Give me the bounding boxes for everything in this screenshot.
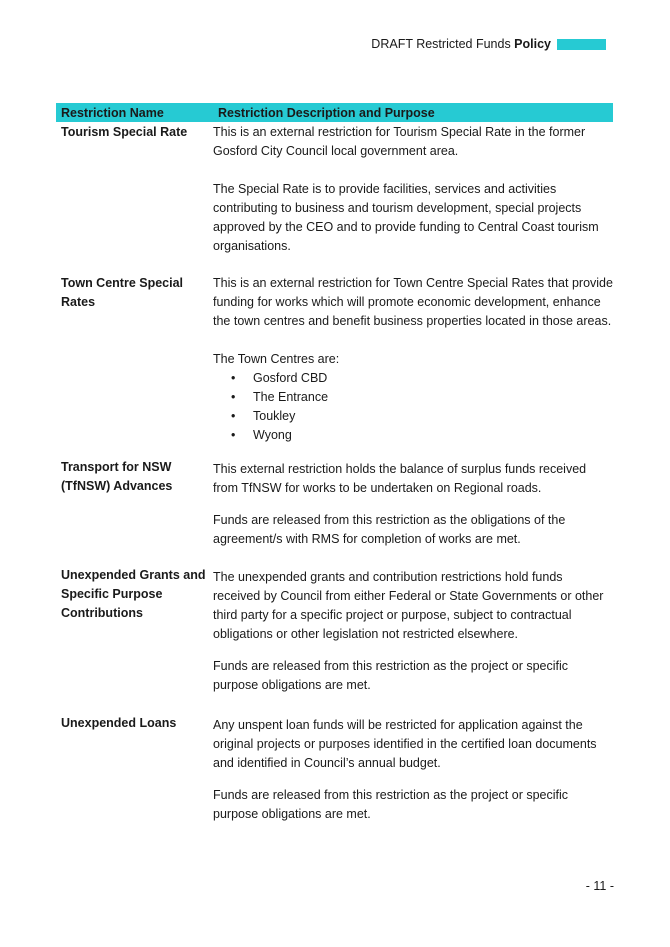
page-number: - 11 - — [585, 879, 614, 893]
description-paragraph: The Special Rate is to provide facilities, services and activities contributing to business and tourism development, special projects approved by the CEO and to provide funding to Central Coast tourism organisations. — [213, 182, 599, 253]
town-centre-list — [213, 369, 613, 445]
description-paragraph: Funds are released from this restriction as the project or specific purpose obligations are met. — [213, 659, 569, 692]
restriction-description — [208, 274, 613, 445]
table-row — [56, 566, 613, 695]
table-header-row — [56, 103, 613, 122]
restriction-description — [208, 714, 613, 824]
list-item: • Toukley — [213, 407, 613, 426]
list-item: • Gosford CBD — [213, 369, 613, 388]
description-paragraph: Funds are released from this restriction as the obligations of the agreement/s with RMS for completion of works are met. — [213, 513, 566, 546]
restriction-name: Unexpended Loans — [61, 716, 177, 730]
list-item: • The Entrance — [213, 388, 613, 407]
restrictions-table — [56, 103, 613, 821]
restriction-description — [208, 458, 613, 549]
document-title: DRAFT Restricted Funds Policy — [371, 37, 551, 51]
table-row — [56, 458, 613, 549]
restriction-description — [208, 566, 613, 695]
restriction-name: Town Centre Special Rates — [61, 276, 184, 309]
restriction-description — [208, 123, 613, 256]
description-paragraph: This is an external restriction for Town Centre Special Rates that provide funding for works which will promote economic development, enhance the town centres and benefit business properties located in those areas. — [213, 276, 613, 328]
description-paragraph: The unexpended grants and contribution restrictions hold funds received by Council from either Federal or State Governments or other third party for a specific project or purpose, subject to contractual obligations or other legislation not restricted elsewhere. — [213, 570, 604, 641]
restriction-name: Tourism Special Rate — [61, 125, 188, 139]
column-header-description: Restriction Description and Purpose — [218, 105, 435, 120]
restriction-name: Unexpended Grants and Specific Purpose Contributions — [61, 568, 206, 620]
description-paragraph: This is an external restriction for Tourism Special Rate in the former Gosford City Council local government area. — [213, 125, 586, 158]
column-header-name: Restriction Name — [61, 105, 164, 120]
table-row — [56, 123, 613, 256]
restriction-name: Transport for NSW (TfNSW) Advances — [61, 460, 173, 493]
description-paragraph: The Town Centres are: — [213, 352, 340, 366]
description-paragraph: Any unspent loan funds will be restricted for application against the original projects or purposes identified in the certified loan documents and identified in Council’s annual budget. — [213, 718, 597, 770]
page-header — [371, 37, 606, 51]
description-paragraph: Funds are released from this restriction as the project or specific purpose obligations are met. — [213, 788, 569, 821]
description-paragraph: This external restriction holds the balance of surplus funds received from TfNSW for works to be undertaken on Regional roads. — [213, 462, 587, 495]
table-row — [56, 274, 613, 445]
header-accent-bar — [557, 39, 606, 50]
table-row — [56, 714, 613, 824]
list-item: • Wyong — [213, 426, 613, 445]
